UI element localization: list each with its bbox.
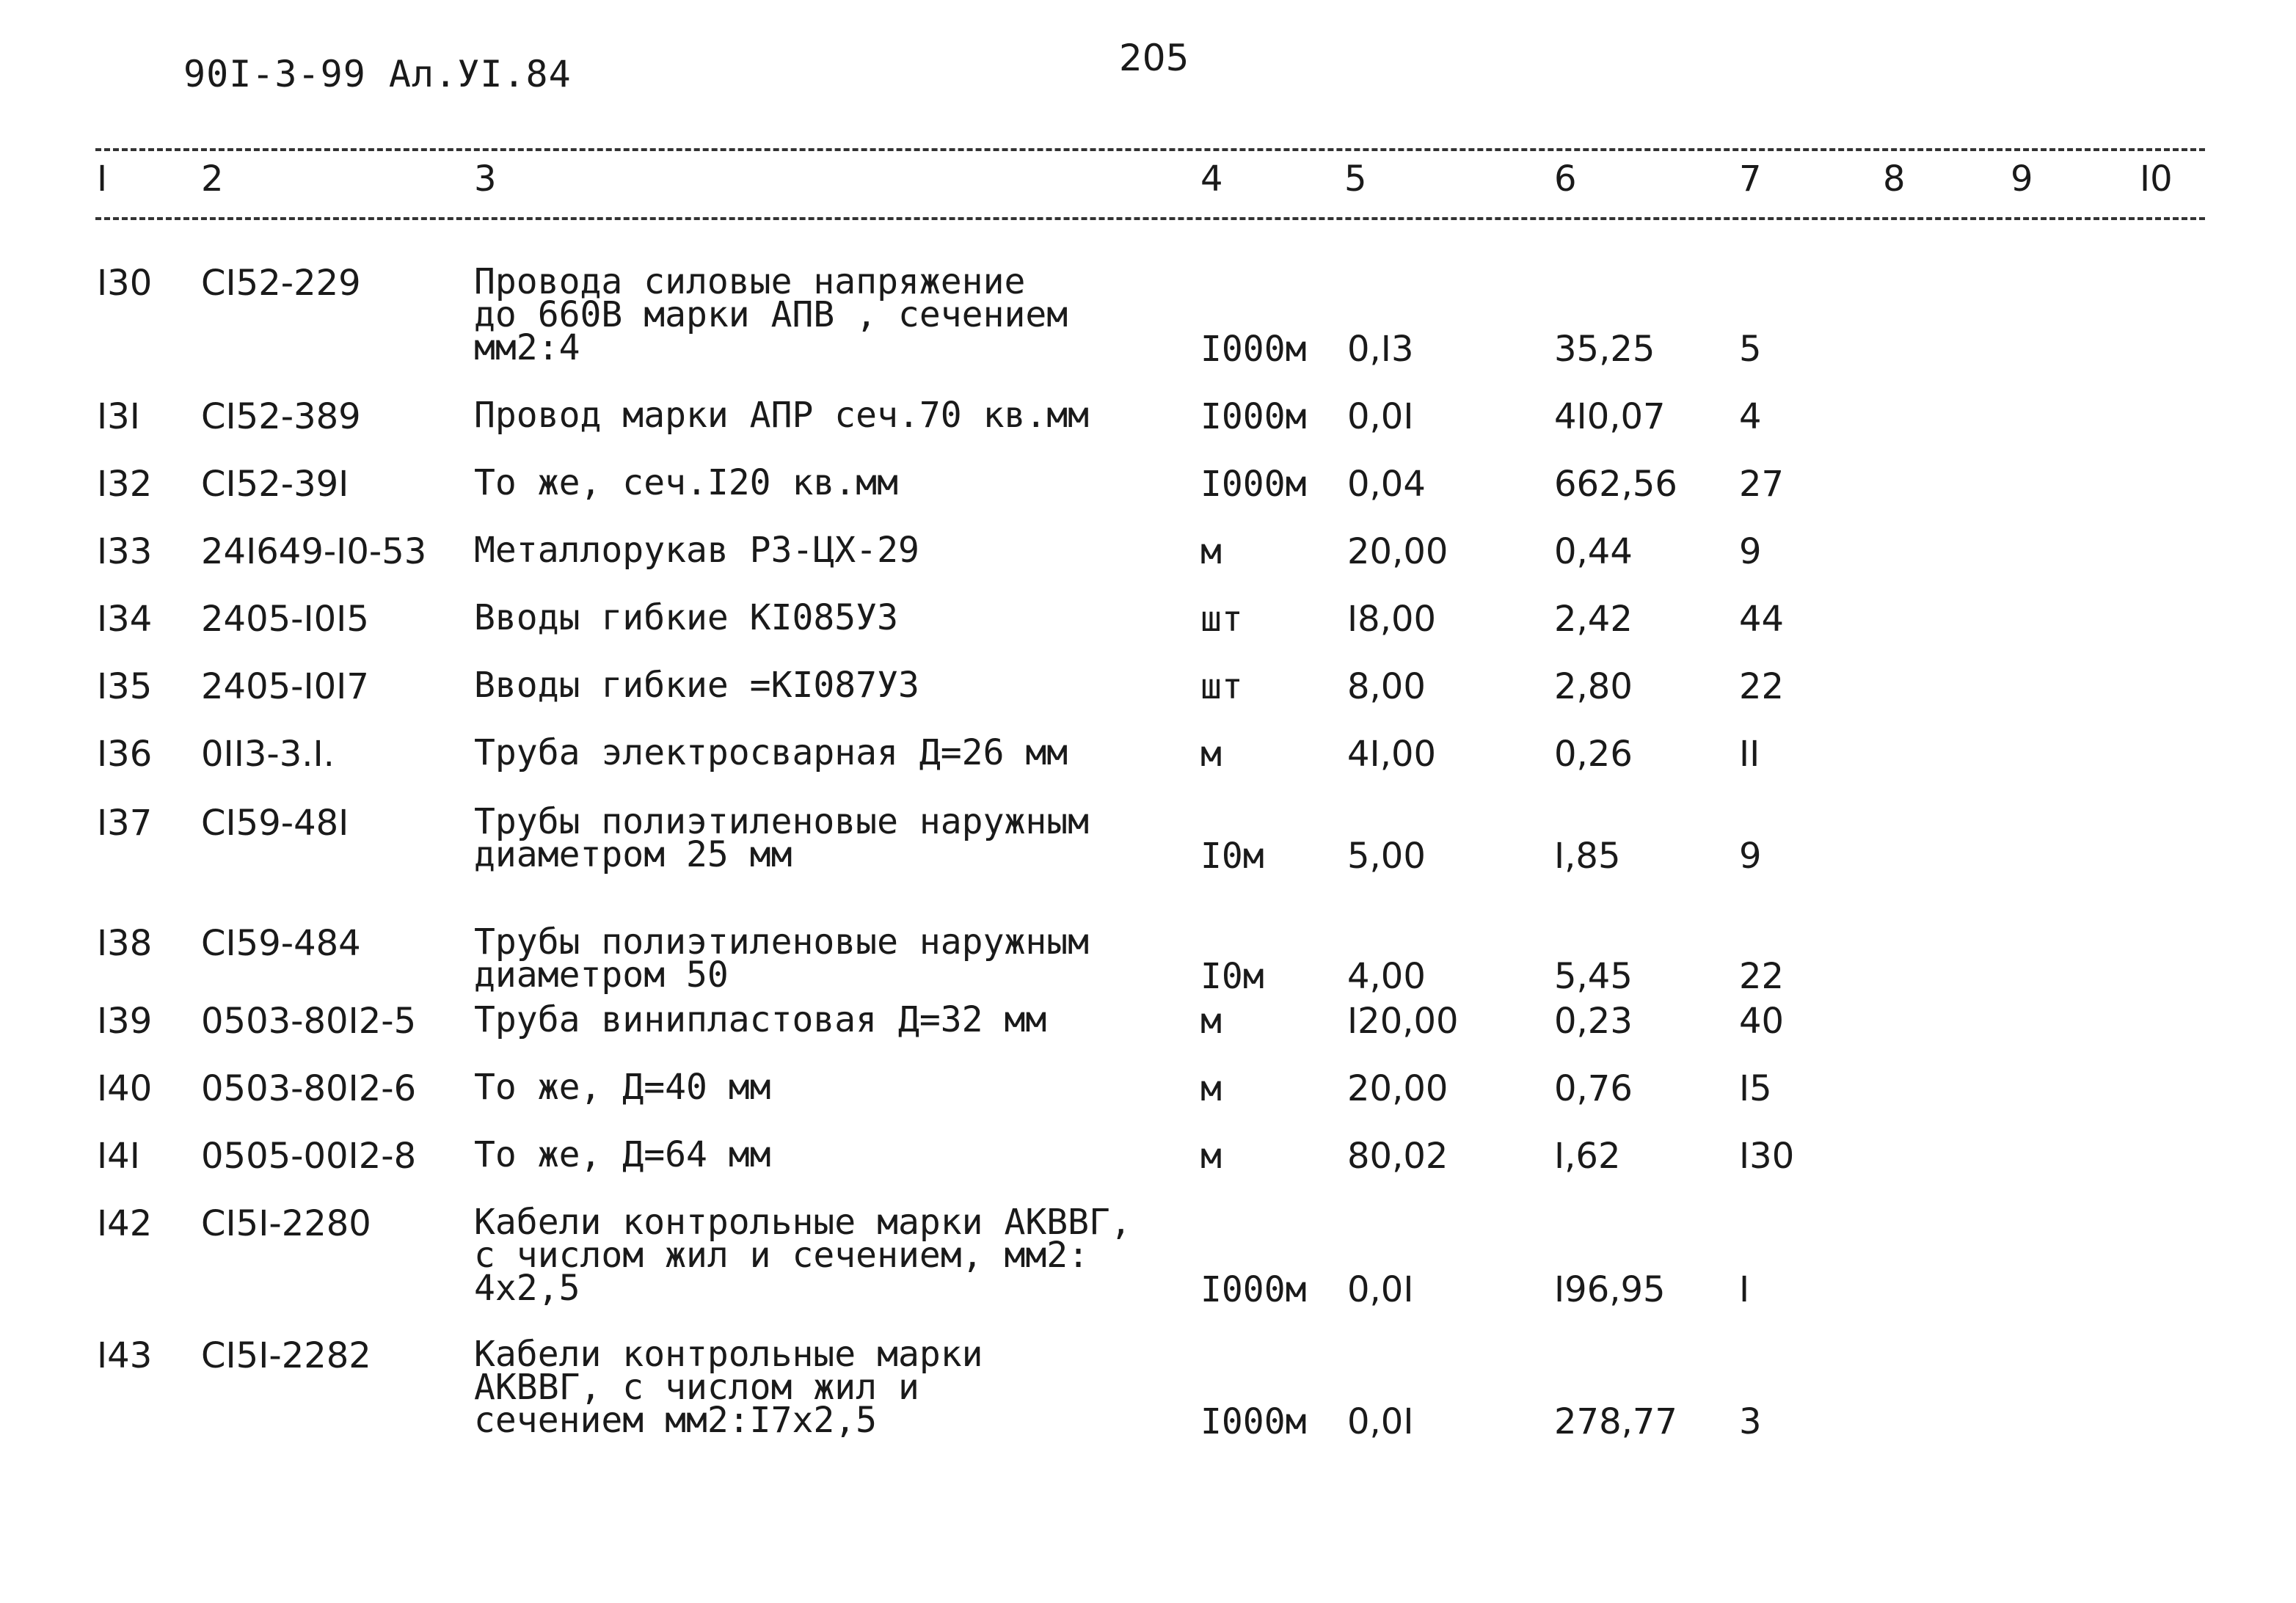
row-total: I30 xyxy=(1739,1136,1795,1177)
table-header-rule xyxy=(95,217,2205,220)
row-number: I34 xyxy=(97,599,153,640)
row-description: Кабели контрольные марки АКВВГ, с числом жил и сечением мм2:I7х2,5 xyxy=(474,1334,983,1441)
row-code: CI52-39I xyxy=(201,464,349,505)
column-header-2: 2 xyxy=(201,158,224,200)
row-unit: м xyxy=(1200,1068,1222,1109)
row-unit: м xyxy=(1200,1136,1222,1177)
row-number: I38 xyxy=(97,923,153,964)
row-total: I xyxy=(1739,1269,1750,1310)
row-description: То же, Д=40 мм xyxy=(474,1067,771,1108)
document-code: 90I-3-99 Ал.УI.84 xyxy=(183,53,572,95)
row-unit: м xyxy=(1200,531,1222,572)
page-number: 205 xyxy=(1119,37,1189,79)
row-unit: I000м xyxy=(1200,1269,1307,1310)
row-code: CI52-229 xyxy=(201,263,361,304)
column-header-4: 4 xyxy=(1200,158,1223,200)
row-total: 4 xyxy=(1739,396,1762,437)
row-code: 2405-I0I5 xyxy=(201,599,369,640)
column-header-9: 9 xyxy=(2011,158,2033,200)
column-header-3: 3 xyxy=(474,158,497,200)
row-price: I,62 xyxy=(1554,1136,1621,1177)
row-quantity: 5,00 xyxy=(1347,836,1426,877)
row-code: 0503-80I2-5 xyxy=(201,1001,417,1042)
row-description: То же, сеч.I20 кв.мм xyxy=(474,462,898,503)
row-number: I33 xyxy=(97,531,153,572)
row-unit: шт xyxy=(1200,599,1243,640)
row-price: 2,80 xyxy=(1554,666,1633,707)
row-unit: I000м xyxy=(1200,464,1307,505)
column-header-5: 5 xyxy=(1344,158,1367,200)
column-header-10: I0 xyxy=(2140,158,2173,200)
row-price: 662,56 xyxy=(1554,464,1677,505)
row-number: I4I xyxy=(97,1136,140,1177)
row-total: II xyxy=(1739,734,1760,775)
row-unit: I000м xyxy=(1200,329,1307,370)
row-description: Трубы полиэтиленовые наружным диаметром 25 мм xyxy=(474,801,1090,875)
row-unit: м xyxy=(1200,734,1222,775)
row-number: I35 xyxy=(97,666,153,707)
row-code: 0503-80I2-6 xyxy=(201,1068,417,1109)
row-total: 40 xyxy=(1739,1001,1785,1042)
row-total: 22 xyxy=(1739,666,1785,707)
row-number: I30 xyxy=(97,263,153,304)
row-unit: I0м xyxy=(1200,956,1264,997)
row-code: 24I649-I0-53 xyxy=(201,531,427,572)
row-total: 5 xyxy=(1739,329,1762,370)
row-number: I43 xyxy=(97,1335,153,1376)
row-unit: шт xyxy=(1200,666,1243,707)
row-total: I5 xyxy=(1739,1068,1772,1109)
row-quantity: 0,0I xyxy=(1347,396,1414,437)
row-price: 4I0,07 xyxy=(1554,396,1666,437)
row-description: Вводы гибкие =КI087У3 xyxy=(474,665,919,706)
row-code: CI59-484 xyxy=(201,923,361,964)
row-quantity: 80,02 xyxy=(1347,1136,1448,1177)
row-code: 0505-00I2-8 xyxy=(201,1136,417,1177)
row-price: 0,44 xyxy=(1554,531,1633,572)
row-description: Кабели контрольные марки АКВВГ, с числом жил и сечением, мм2: 4х2,5 xyxy=(474,1202,1131,1309)
row-quantity: 0,0I xyxy=(1347,1269,1414,1310)
row-description: Труба винипластовая Д=32 мм xyxy=(474,999,1047,1040)
row-description: То же, Д=64 мм xyxy=(474,1134,771,1175)
row-description: Труба электросварная Д=26 мм xyxy=(474,732,1068,773)
row-code: CI5I-2280 xyxy=(201,1203,371,1244)
column-header-8: 8 xyxy=(1883,158,1906,200)
row-description: Провода силовые напряжение до 660В марки АПВ , сечением мм2:4 xyxy=(474,261,1068,368)
row-number: I36 xyxy=(97,734,153,775)
row-description: Трубы полиэтиленовые наружным диаметром 50 xyxy=(474,921,1090,996)
row-quantity: 8,00 xyxy=(1347,666,1426,707)
row-total: 9 xyxy=(1739,836,1762,877)
row-quantity: 0,I3 xyxy=(1347,329,1414,370)
row-total: 44 xyxy=(1739,599,1785,640)
row-unit: I0м xyxy=(1200,836,1264,877)
row-quantity: 4,00 xyxy=(1347,956,1426,997)
row-price: 35,25 xyxy=(1554,329,1655,370)
row-number: I40 xyxy=(97,1068,153,1109)
row-price: 278,77 xyxy=(1554,1401,1677,1442)
row-total: 22 xyxy=(1739,956,1785,997)
column-header-1: I xyxy=(97,158,108,200)
row-total: 27 xyxy=(1739,464,1785,505)
row-unit: I000м xyxy=(1200,396,1307,437)
row-number: I39 xyxy=(97,1001,153,1042)
row-number: I37 xyxy=(97,803,153,844)
row-description: Вводы гибкие КI085У3 xyxy=(474,597,898,638)
row-code: 0II3-3.I. xyxy=(201,734,335,775)
row-number: I32 xyxy=(97,464,153,505)
row-code: CI59-48I xyxy=(201,803,349,844)
row-code: 2405-I0I7 xyxy=(201,666,369,707)
column-header-6: 6 xyxy=(1554,158,1577,200)
row-price: 0,26 xyxy=(1554,734,1633,775)
row-quantity: I8,00 xyxy=(1347,599,1437,640)
row-quantity: 20,00 xyxy=(1347,531,1448,572)
row-total: 9 xyxy=(1739,531,1762,572)
row-description: Металлорукав РЗ-ЦХ-29 xyxy=(474,530,919,571)
row-price: I96,95 xyxy=(1554,1269,1666,1310)
row-number: I42 xyxy=(97,1203,153,1244)
row-price: 2,42 xyxy=(1554,599,1633,640)
row-price: 0,76 xyxy=(1554,1068,1633,1109)
row-quantity: 0,04 xyxy=(1347,464,1426,505)
row-code: CI52-389 xyxy=(201,396,361,437)
row-number: I3I xyxy=(97,396,140,437)
row-price: 5,45 xyxy=(1554,956,1633,997)
row-unit: I000м xyxy=(1200,1401,1307,1442)
row-code: CI5I-2282 xyxy=(201,1335,371,1376)
row-quantity: 0,0I xyxy=(1347,1401,1414,1442)
row-quantity: I20,00 xyxy=(1347,1001,1459,1042)
row-description: Провод марки АПР сеч.70 кв.мм xyxy=(474,395,1090,436)
row-unit: м xyxy=(1200,1001,1222,1042)
table-top-rule xyxy=(95,148,2205,151)
row-quantity: 20,00 xyxy=(1347,1068,1448,1109)
column-header-7: 7 xyxy=(1739,158,1762,200)
row-quantity: 4I,00 xyxy=(1347,734,1437,775)
row-price: I,85 xyxy=(1554,836,1621,877)
row-total: 3 xyxy=(1739,1401,1762,1442)
row-price: 0,23 xyxy=(1554,1001,1633,1042)
